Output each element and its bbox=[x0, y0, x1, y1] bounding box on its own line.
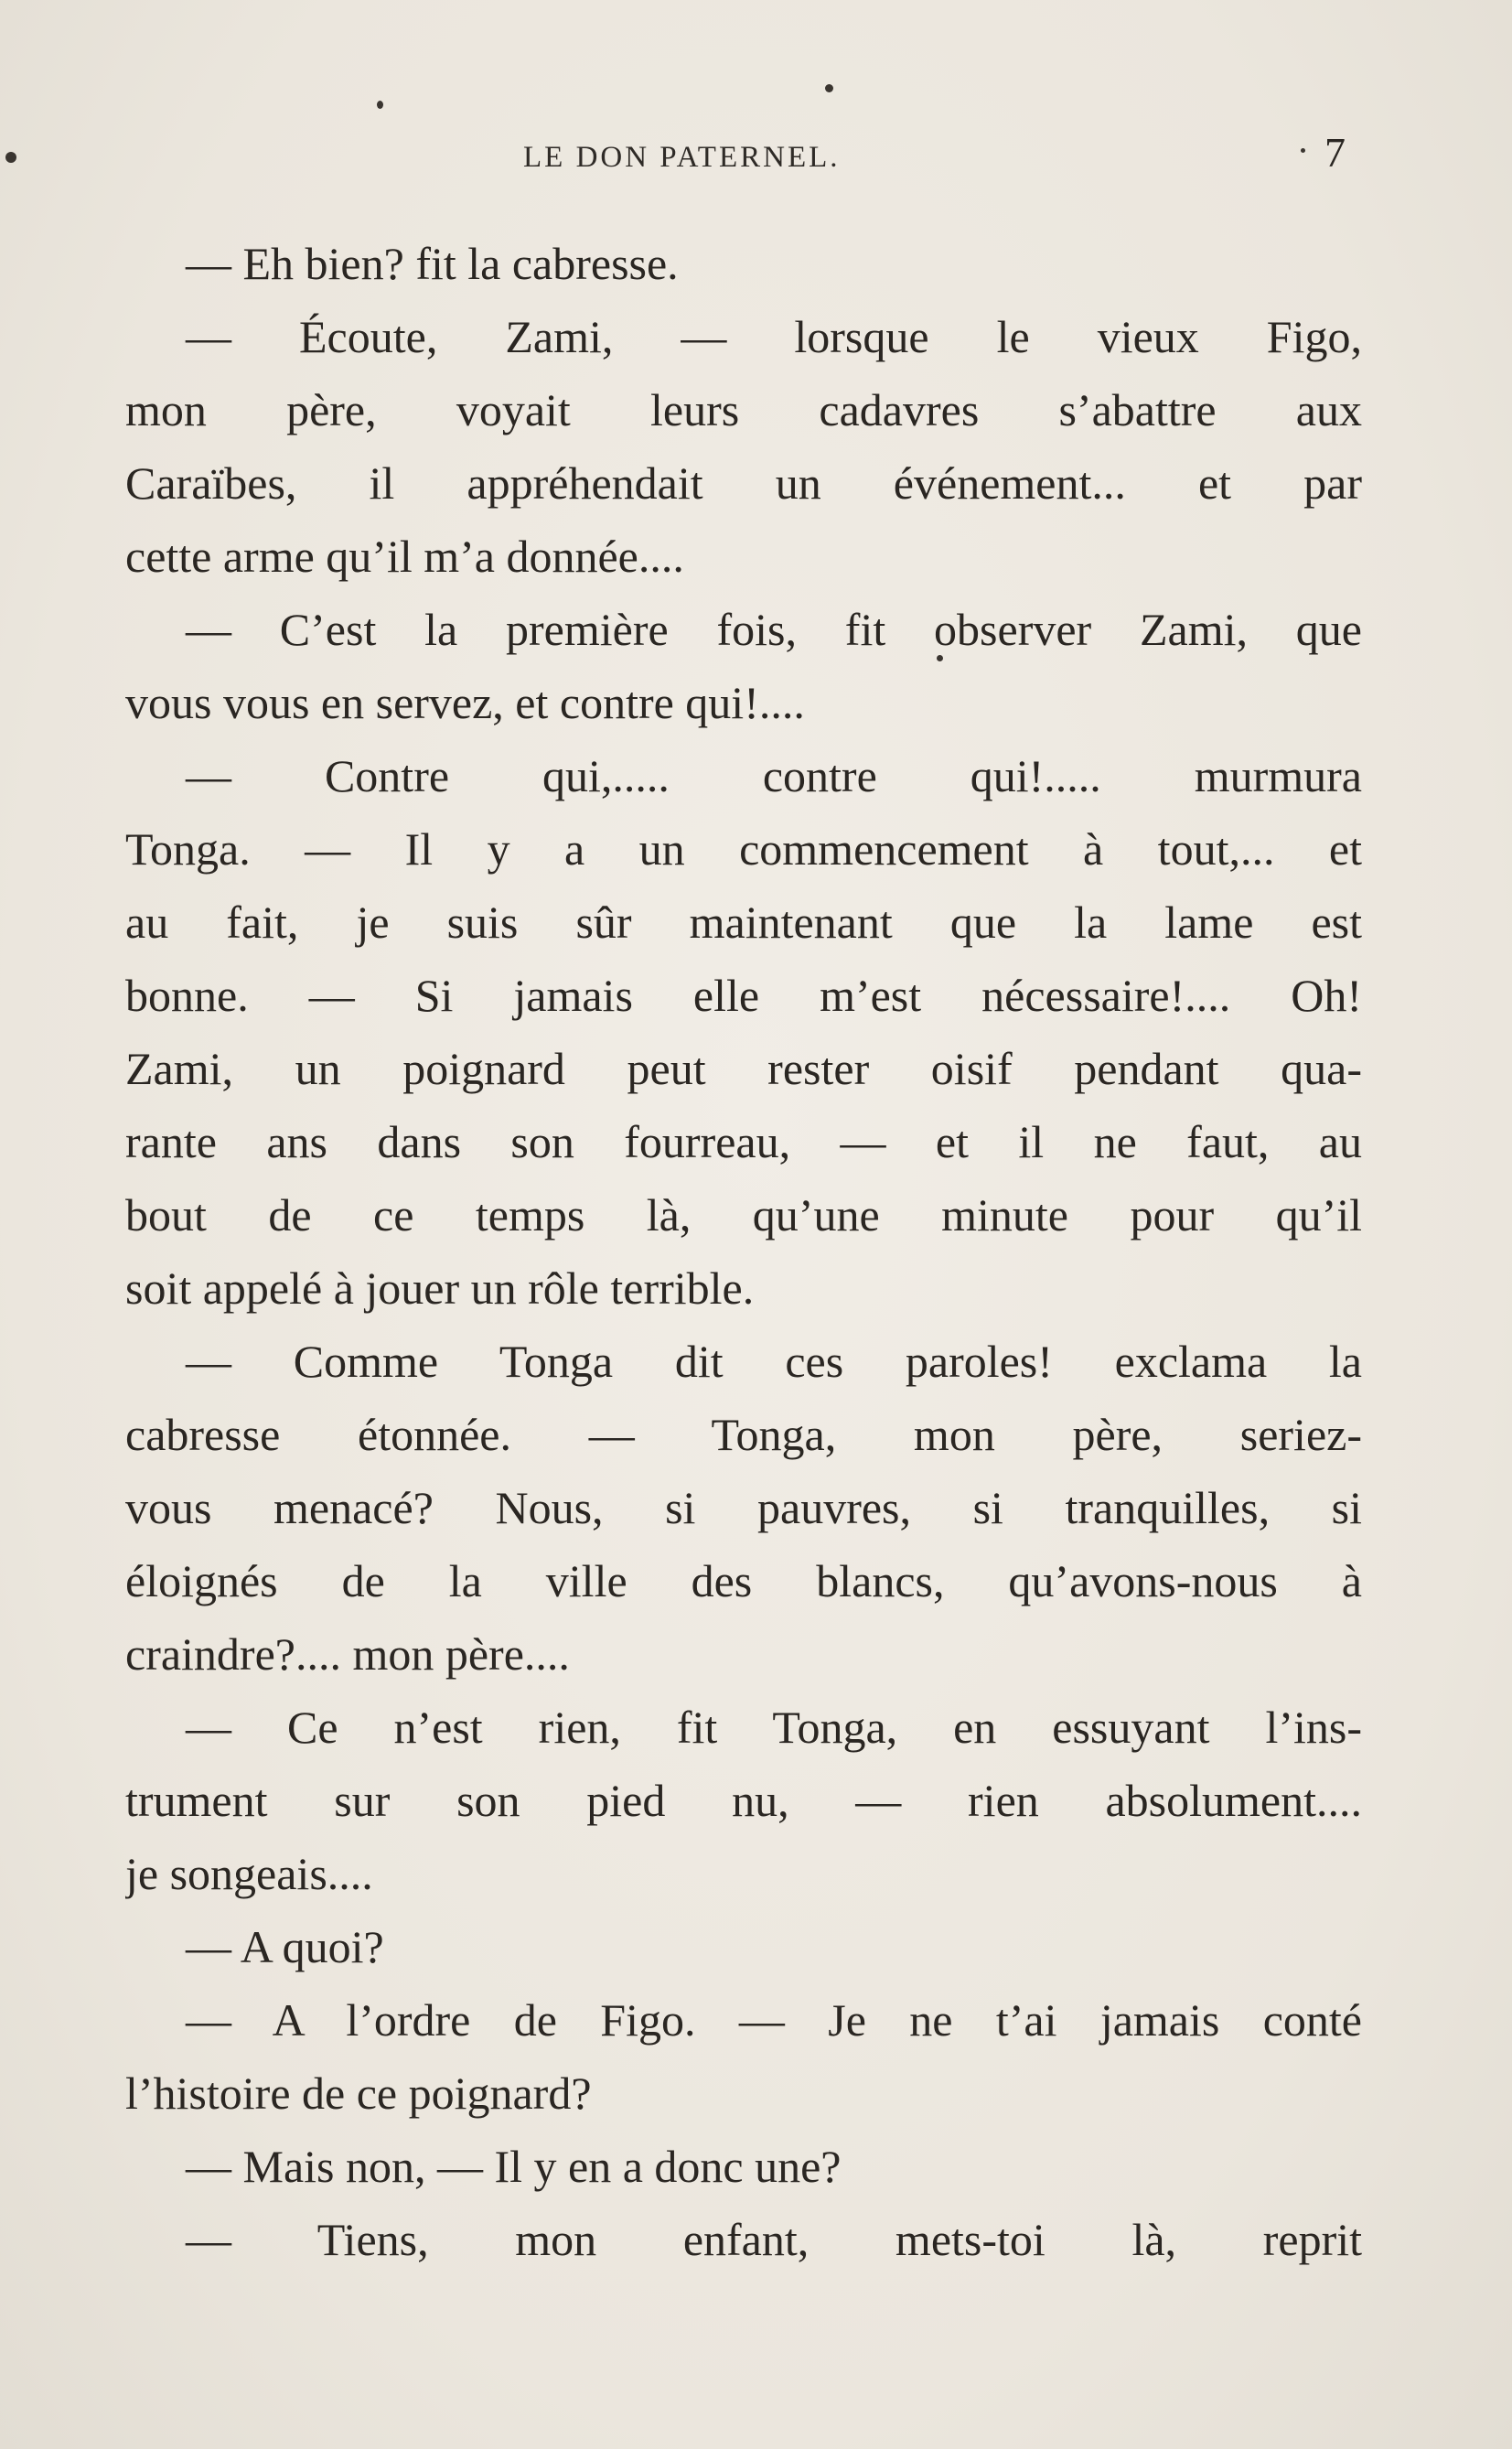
text-line: trument sur son pied nu, — rien absolument.... bbox=[125, 1775, 1362, 1826]
text-line: soit appelé à jouer un rôle terrible. bbox=[125, 1262, 755, 1314]
text-line: — C’est la première fois, fit observer Zami, que bbox=[186, 604, 1362, 655]
text-line: cette arme qu’il m’a donnée.... bbox=[125, 531, 684, 582]
text-line: — Tiens, mon enfant, mets-toi là, reprit bbox=[186, 2214, 1362, 2265]
text-line: mon père, voyait leurs cadavres s’abattre aux bbox=[125, 384, 1362, 435]
text-line: Zami, un poignard peut rester oisif pendant qua- bbox=[125, 1043, 1362, 1094]
text-line: cabresse étonnée. — Tonga, mon père, seriez- bbox=[125, 1409, 1362, 1460]
text-line: Caraïbes, il appréhendait un événement... et par bbox=[125, 457, 1362, 509]
text-line: je songeais.... bbox=[125, 1848, 373, 1899]
text-line: au fait, je suis sûr maintenant que la lame est bbox=[125, 897, 1362, 948]
text-line: bonne. — Si jamais elle m’est nécessaire!.... Oh! bbox=[125, 970, 1362, 1021]
text-line: vous vous en servez, et contre qui!.... bbox=[125, 677, 805, 728]
text-line: — Ce n’est rien, fit Tonga, en essuyant l’ins- bbox=[186, 1702, 1362, 1753]
text-line: Tonga. — Il y a un commencement à tout,... et bbox=[125, 823, 1362, 875]
text-line: l’histoire de ce poignard? bbox=[125, 2068, 592, 2119]
ink-speck bbox=[377, 101, 383, 109]
text-line: bout de ce temps là, qu’une minute pour qu’il bbox=[125, 1189, 1362, 1241]
text-line: — Mais non, — Il y en a donc une? bbox=[186, 2141, 842, 2192]
text-line: — A quoi? bbox=[186, 1921, 384, 1972]
text-line: craindre?.... mon père.... bbox=[125, 1628, 570, 1680]
text-line: — Comme Tonga dit ces paroles! exclama la bbox=[186, 1336, 1362, 1387]
text-line: — Écoute, Zami, — lorsque le vieux Figo, bbox=[186, 311, 1362, 362]
text-line: vous menacé? Nous, si pauvres, si tranquilles, si bbox=[125, 1482, 1362, 1533]
ink-speck bbox=[825, 84, 833, 92]
text-line: — Eh bien? fit la cabresse. bbox=[186, 238, 679, 289]
running-title: LE DON PATERNEL. bbox=[523, 141, 841, 174]
text-line: rante ans dans son fourreau, — et il ne faut, au bbox=[125, 1116, 1362, 1167]
page-header bbox=[0, 128, 1512, 183]
page-number: 7 bbox=[1324, 129, 1346, 176]
text-line: — A l’ordre de Figo. — Je ne t’ai jamais conté bbox=[186, 1994, 1362, 2046]
text-line: — Contre qui,..... contre qui!..... murmura bbox=[186, 750, 1362, 801]
text-line: éloignés de la ville des blancs, qu’avons-nous à bbox=[125, 1555, 1362, 1606]
